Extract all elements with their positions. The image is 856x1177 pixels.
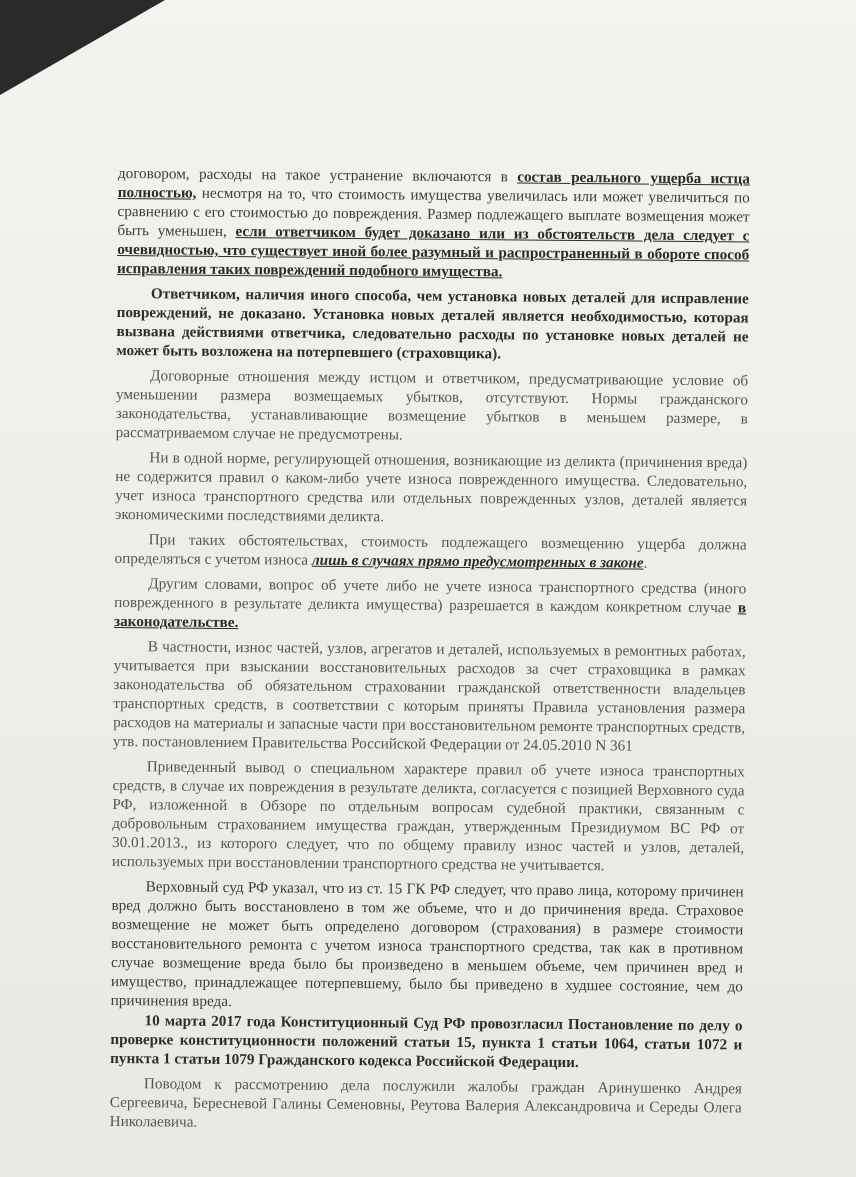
paragraph-1: [117, 164, 750, 284]
emphasis-underline: в законодательстве.: [113, 599, 747, 632]
paragraph-11: Поводом к рассмотрению дела послужили жалобы граждан Аринушенко Андрея Сергеевича, Бересневой Галины Семеновны, Реутова Валерия Александровича и Середы Олега Николаевича.: [109, 1075, 743, 1131]
paragraph-4: Ни в одной норме, регулирующей отношения, возникающие из деликта (причинения вреда) не содержится правил о каком-либо учете износа поврежденного имущества. Следовательно, учет износа транспортного средства или отдельных поврежденных узлов, деталей является экономическими последствиями деликта.: [114, 449, 748, 526]
text: При таких обстоятельствах, стоимость подлежащего возмещению ущерба должна определяться с учетом износа: [114, 531, 747, 569]
paragraph-5: [114, 530, 746, 574]
document-body: [110, 164, 750, 1136]
paragraph-10: 10 марта 2017 года Конституционный Суд РФ провозгласил Постановление по делу о проверке конституционности положений статьи 15, пункта 1 статьи 1064, статьи 1072 и пункта 1 статьи 1079 Гражданского кодекса Российской Федерации.: [110, 1012, 743, 1072]
text: Другим словами, вопрос об учете либо не учете износа транспортного средства (иного поврежденного в результате деликта имущества) разрешается в каждом конкретном случае: [114, 575, 747, 617]
text: договором, расходы на такое устранение включаются в: [117, 164, 518, 186]
emphasis-underline: состав реального ущерба истца полностью,: [117, 168, 750, 202]
emphasis-underline: лишь в случаях прямо предусмотренных в законе: [311, 551, 644, 572]
paragraph-6: [114, 574, 746, 637]
paragraph-7: В частности, износ частей, узлов, агрегатов и деталей, используемых в ремонтных работах, учитывается при взыскании восстановительных расходов за счет страховщика в рамках законодательства об обязательном страховании гражданской ответственности владельцев транспортных средств, в соответствии с которым приняты Правила установления размера расходов на материалы и запасные части при восстановительном ремонте транспортных средств, утв. постановлением Правительства Российской Федерации от 24.05.2010 N 361: [112, 638, 746, 755]
emphasis-underline: если ответчиком будет доказано или из обстоятельств дела следует с очевидностью, что существует иной более разумный и распространенный в обороте способ исправления таких повреждений подобного имущества.: [117, 223, 750, 281]
paragraph-3: Договорные отношения между истцом и ответчиком, предусматривающие условие об уменьшении размера возмещаемых убытков, отсутствуют. Нормы гражданского законодательства, устанавливающие возмещение убытков в меньшем размере, в рассматриваемом случае не предусмотрены.: [115, 367, 749, 444]
text: несмотря на то, что стоимость имущества увеличилась или может увеличиться по сравнению с его стоимостью до повреждения. Размер подлежащего выплате возмещения может быть уменьшен,: [117, 184, 750, 241]
paragraph-9: Верховный суд РФ указал, что из ст. 15 ГК РФ следует, что право лица, которому причинен вред должно быть восстановлено в том же объеме, что и до причинения вреда. Страховое возмещение не может быть определено договором (страхования) в размере стоимости восстановительного ремонта с учетом износа транспортного средства, так как в противном случае возмещение вреда было бы произведено в меньшем объеме, чем причинен вред и имущество, принадлежащее потерпевшему, было бы приведено в худшее состояние, чем до причинения вреда.: [110, 878, 744, 1011]
text: .: [643, 554, 648, 572]
paragraph-8: Приведенный вывод о специальном характере правил об учете износа транспортных средств, в случае их повреждения в результате деликта, согласуется с позицией Верховного суда РФ, изложенной в Обзоре по отдельным вопросам судебной практики, связанным с добровольным страхованием имущества граждан, утвержденным Президиумом ВС РФ от 30.01.2013., из которого следует, что по общему правилу износ частей и узлов, деталей, используемых при восстановлении транспортного средства не учитывается.: [111, 758, 745, 875]
paragraph-2: Ответчиком, наличия иного способа, чем установка новых деталей для исправление повреждений, не доказано. Установка новых деталей является необходимостью, которая вызвана действиями ответчика, следовательно расходы по установке новых деталей не может быть возложена на потерпевшего (страховщика).: [116, 285, 749, 363]
